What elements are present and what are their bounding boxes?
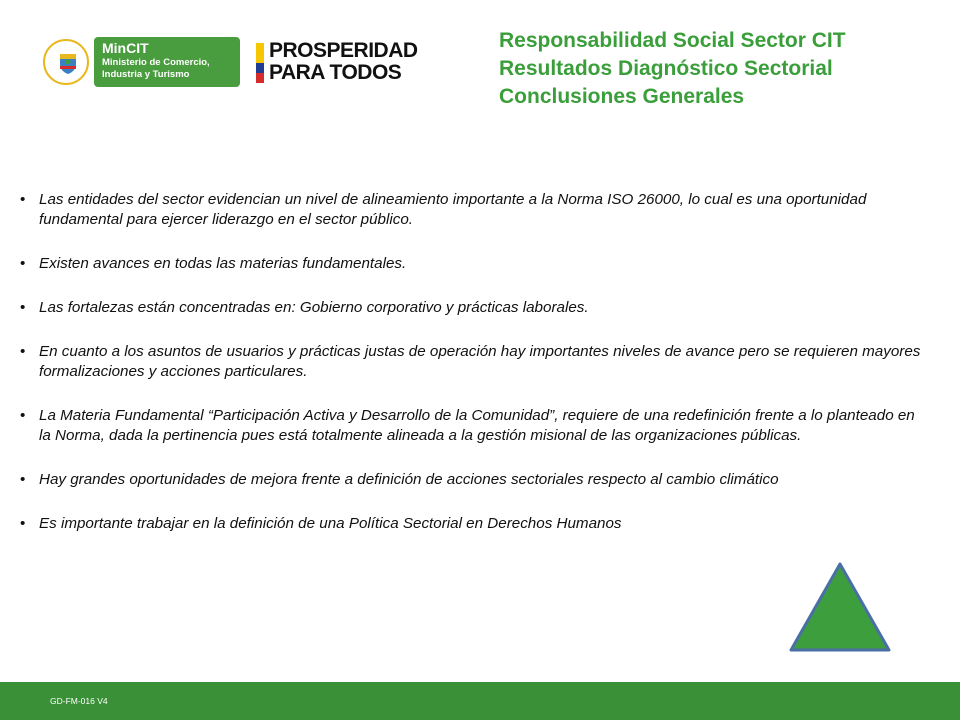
list-item-text: En cuanto a los asuntos de usuarios y prácticas justas de operación hay importantes niveles de avance pero se requieren mayores formalizaciones y acciones particulares. (39, 343, 921, 380)
bullet-icon: • (20, 191, 26, 208)
prosperidad-wordmark (269, 40, 418, 84)
bullet-icon: • (20, 407, 26, 424)
colombia-seal-icon (43, 39, 89, 85)
title-line-1: Responsabilidad Social Sector CIT (499, 29, 846, 52)
list-item-text: Existen avances en todas las materias fundamentales. (39, 255, 407, 272)
list-item (20, 406, 930, 446)
bullet-icon: • (20, 343, 26, 360)
list-item-text: Hay grandes oportunidades de mejora frente a definición de acciones sectoriales respecto al cambio climático (39, 471, 779, 488)
list-item-text: La Materia Fundamental “Participación Activa y Desarrollo de la Comunidad”, requiere de una redefinición frente a lo planteado en la Norma, dada la pertinencia pues está totalmente alineada a la gestión misional de las organizaciones públicas. (39, 407, 915, 444)
mincit-badge (94, 37, 240, 87)
footer-bar (0, 682, 960, 720)
triangle-icon (788, 561, 892, 653)
mincit-subtitle: Ministerio de Comercio, Industria y Turismo (102, 57, 210, 80)
page-title (499, 27, 939, 111)
colombia-flag-icon (256, 43, 264, 83)
list-item (20, 514, 930, 534)
mincit-title: MinCIT (102, 40, 149, 56)
bullet-icon: • (20, 471, 26, 488)
prosperidad-logo (256, 40, 428, 86)
document-code: GD-FM-016 V4 (50, 696, 108, 706)
list-item (20, 190, 930, 230)
bullet-icon: • (20, 255, 26, 272)
list-item (20, 298, 930, 318)
bullet-icon: • (20, 515, 26, 532)
conclusions-list (20, 190, 930, 558)
prosperidad-line2: PARA TODOS (269, 61, 402, 84)
list-item-text: Las fortalezas están concentradas en: Gobierno corporativo y prácticas laborales. (39, 299, 589, 316)
list-item-text: Es importante trabajar en la definición de una Política Sectorial en Derechos Humanos (39, 515, 622, 532)
prosperidad-line1: PROSPERIDAD (269, 39, 418, 62)
list-item-text: Las entidades del sector evidencian un nivel de alineamiento importante a la Norma ISO 26000, lo cual es una oportunidad fundamental para ejercer liderazgo en el sector público. (39, 191, 867, 228)
bullet-icon: • (20, 299, 26, 316)
list-item (20, 342, 930, 382)
mincit-logo (40, 36, 240, 88)
title-line-2: Resultados Diagnóstico Sectorial (499, 57, 833, 80)
list-item (20, 254, 930, 274)
title-line-3: Conclusiones Generales (499, 85, 745, 108)
list-item (20, 470, 930, 490)
